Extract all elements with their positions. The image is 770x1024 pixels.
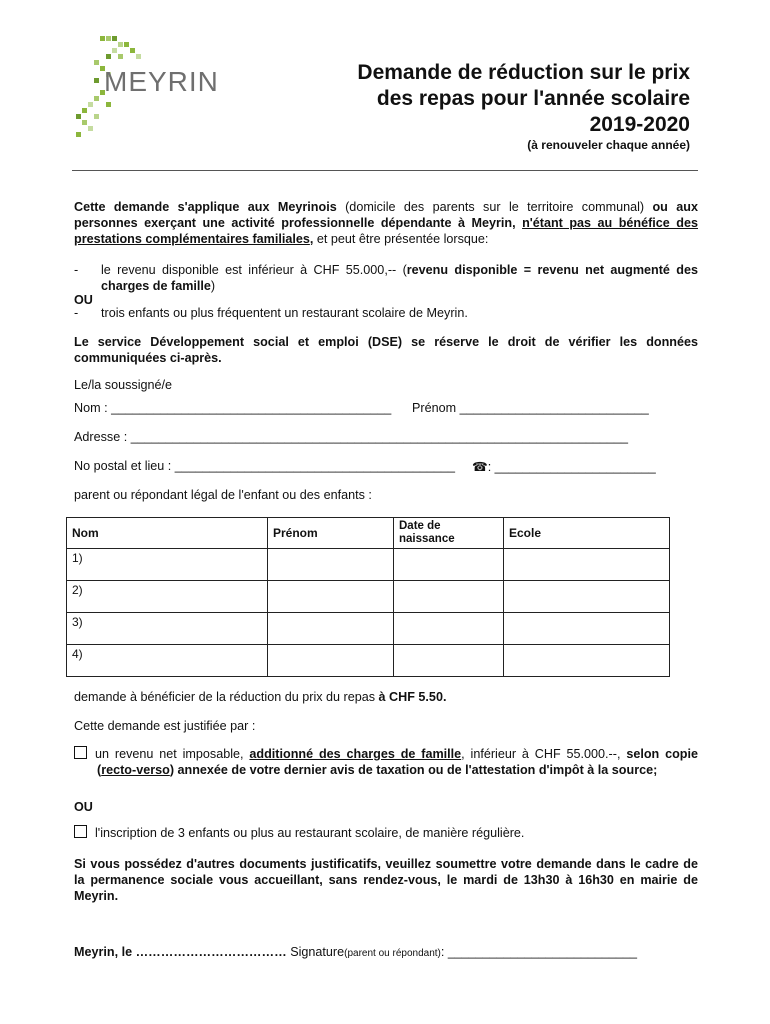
header-nom: Nom	[67, 518, 268, 549]
option-1-checkbox[interactable]	[74, 746, 87, 759]
bullet-1-text: le revenu disponible est inférieur à CHF 55.000,-- (	[101, 263, 407, 277]
parent-label: parent ou répondant légal de l'enfant ou des enfants :	[74, 488, 372, 502]
table-row	[67, 549, 670, 581]
option-2-text: l'inscription de 3 enfants ou plus au restaurant scolaire, de manière régulière.	[95, 826, 525, 840]
intro-paragraph	[74, 199, 698, 247]
cell-date[interactable]	[394, 613, 504, 645]
cell-date[interactable]	[394, 581, 504, 613]
cell-prenom[interactable]	[268, 645, 394, 677]
intro-bold-3: ,	[309, 232, 314, 246]
request-text: demande à bénéficier de la réduction du prix du repas	[74, 690, 379, 704]
option-1-text-2: , inférieur à CHF 55.000.--,	[461, 747, 627, 761]
option-1	[74, 746, 698, 778]
intro-bold-underline: n'étant pas au bénéfice des prestations complémentaires familiales	[74, 216, 698, 246]
bullet-2	[74, 305, 698, 321]
signature-small: (parent ou répondant)	[344, 948, 441, 959]
cell-ecole[interactable]	[504, 581, 670, 613]
intro-text-2: et peut être présentée lorsque:	[313, 232, 489, 246]
signature-label: Signature	[286, 945, 345, 959]
nom-field[interactable]: Nom : ________________________________________	[74, 401, 392, 415]
adresse-field[interactable]: Adresse : _______________________________________________________________________	[74, 430, 628, 444]
header-date: Date de naissance	[394, 518, 504, 549]
row-number[interactable]: 3)	[67, 613, 268, 645]
or-label-1: OU	[74, 293, 93, 307]
option-1-bold-underline-1: additionné des charges de famille	[249, 747, 462, 761]
bullet-1-end: )	[210, 279, 216, 293]
intro-text-1: (domicile des parents sur le territoire communal)	[336, 200, 653, 214]
postal-field[interactable]: No postal et lieu : ________________________________________	[74, 459, 455, 473]
justification-intro: Cette demande est justifiée par :	[74, 719, 256, 733]
cell-ecole[interactable]	[504, 613, 670, 645]
cell-date[interactable]	[394, 645, 504, 677]
cell-prenom[interactable]	[268, 581, 394, 613]
intro-bold-2: ou aux personnes exerçant une activité professionnelle dépendante à Meyrin,	[74, 200, 698, 230]
row-number[interactable]: 2)	[67, 581, 268, 613]
bullet-1	[74, 262, 698, 294]
undersigned-label: Le/la soussigné/e	[74, 378, 173, 392]
cell-prenom[interactable]	[268, 549, 394, 581]
table-row	[67, 581, 670, 613]
signature-field[interactable]: : ___________________________	[440, 945, 637, 959]
cell-prenom[interactable]	[268, 613, 394, 645]
cell-ecole[interactable]	[504, 645, 670, 677]
phone-line: : _______________________	[487, 460, 656, 474]
children-table	[66, 517, 670, 677]
header-ecole: Ecole	[504, 518, 670, 549]
option-1-bold-1: selon copie (	[97, 747, 698, 777]
option-2-checkbox[interactable]	[74, 825, 87, 838]
bullet-2-text: trois enfants ou plus fréquentent un restaurant scolaire de Meyrin.	[101, 306, 468, 320]
phone-field[interactable]	[472, 459, 656, 474]
table-header-row	[67, 518, 670, 549]
intro-bold-1: Cette demande s'applique aux Meyrinois	[74, 200, 337, 214]
place-date-field[interactable]: Meyrin, le ………………………………	[74, 945, 287, 959]
page-subtitle: (à renouveler chaque année)	[527, 138, 690, 152]
row-number[interactable]: 1)	[67, 549, 268, 581]
table-row	[67, 645, 670, 677]
phone-icon: ☎	[472, 460, 488, 474]
bullet-dash: -	[74, 306, 79, 320]
option-1-bold-underline-2: recto-verso	[101, 763, 170, 777]
cell-ecole[interactable]	[504, 549, 670, 581]
row-number[interactable]: 4)	[67, 645, 268, 677]
title-line-3: 2019-2020	[589, 113, 690, 136]
option-1-text-1: un revenu net imposable,	[95, 747, 250, 761]
header-divider	[72, 170, 698, 171]
page-title	[357, 60, 690, 138]
title-line-1: Demande de réduction sur le prix	[357, 61, 690, 84]
prenom-field[interactable]: Prénom ___________________________	[412, 401, 649, 415]
or-label-2: OU	[74, 800, 93, 814]
cell-date[interactable]	[394, 549, 504, 581]
bullet-dash: -	[74, 263, 79, 277]
option-2	[74, 825, 698, 841]
table-row	[67, 613, 670, 645]
logo-text: MEYRIN	[104, 66, 219, 97]
option-1-bold-2: ) annexée de votre dernier avis de taxation ou de l'attestation d'impôt à la source;	[169, 763, 658, 777]
bullet-1-bold: revenu disponible = revenu net augmenté des charges de famille	[101, 263, 698, 293]
title-line-2: des repas pour l'année scolaire	[376, 87, 690, 110]
request-amount: à CHF 5.50.	[378, 690, 447, 704]
request-line	[74, 690, 446, 704]
closing-paragraph: Si vous possédez d'autres documents justificatifs, veuillez soumettre votre demande dans le cadre de la permanence sociale vous accueillant, sans rendez-vous, le mardi de 13h30 à 16h30 en mairie de Meyrin.	[74, 857, 698, 903]
signature-line	[74, 945, 637, 959]
notice-paragraph: Le service Développement social et emploi (DSE) se réserve le droit de vérifier les données communiquées ci-après.	[74, 335, 698, 365]
header-prenom: Prénom	[268, 518, 394, 549]
